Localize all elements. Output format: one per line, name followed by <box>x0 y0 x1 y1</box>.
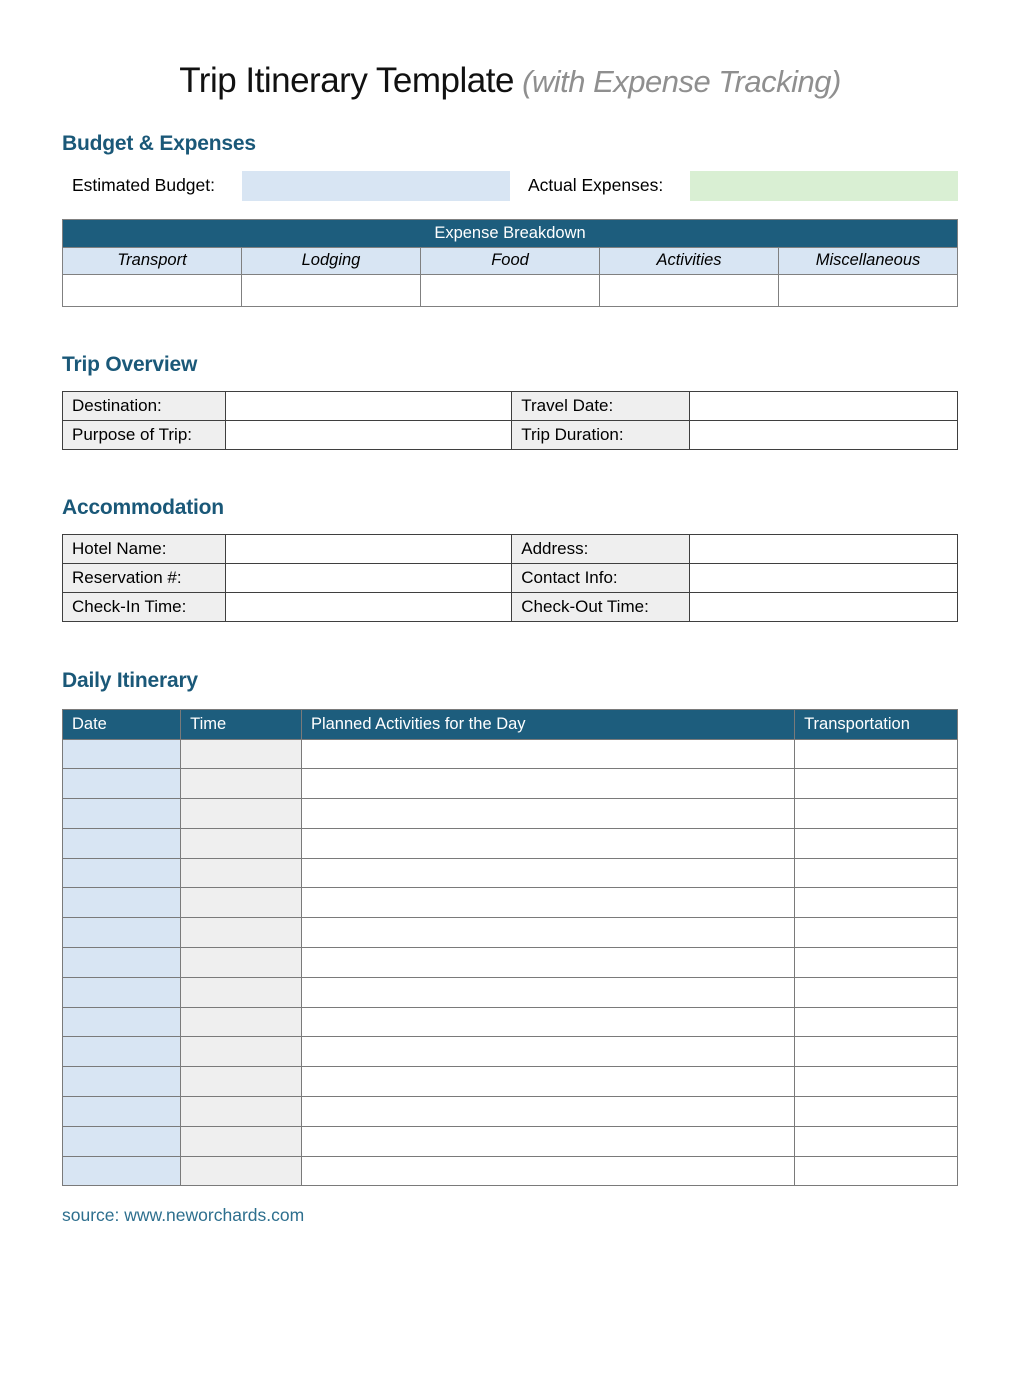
column-header-transportation: Transportation <box>795 709 958 739</box>
itinerary-row <box>63 769 958 799</box>
actual-expenses-field[interactable] <box>690 171 958 201</box>
column-header-activities: Activities <box>600 247 779 274</box>
expense-breakdown-title-row <box>63 219 958 247</box>
itinerary-body <box>63 739 958 1186</box>
itinerary-transportation-cell[interactable] <box>795 948 958 978</box>
daily-itinerary-table <box>62 709 958 1187</box>
itinerary-time-cell[interactable] <box>181 828 302 858</box>
check-in-time-label: Check-In Time: <box>63 592 226 621</box>
itinerary-date-cell[interactable] <box>63 769 181 799</box>
itinerary-time-cell[interactable] <box>181 858 302 888</box>
column-header-planned-activities: Planned Activities for the Day <box>301 709 794 739</box>
itinerary-transportation-cell[interactable] <box>795 977 958 1007</box>
itinerary-time-cell[interactable] <box>181 918 302 948</box>
reservation-number-field[interactable] <box>225 563 511 592</box>
table-row <box>63 534 958 563</box>
itinerary-transportation-cell[interactable] <box>795 1007 958 1037</box>
itinerary-row <box>63 858 958 888</box>
itinerary-transportation-cell[interactable] <box>795 1156 958 1186</box>
itinerary-activities-cell[interactable] <box>301 769 794 799</box>
itinerary-activities-cell[interactable] <box>301 1156 794 1186</box>
column-header-food: Food <box>421 247 600 274</box>
itinerary-date-cell[interactable] <box>63 828 181 858</box>
reservation-number-label: Reservation #: <box>63 563 226 592</box>
table-row <box>63 420 958 449</box>
itinerary-transportation-cell[interactable] <box>795 769 958 799</box>
table-row <box>63 563 958 592</box>
itinerary-activities-cell[interactable] <box>301 977 794 1007</box>
page-title-main: Trip Itinerary Template <box>179 61 514 100</box>
itinerary-row <box>63 918 958 948</box>
column-header-lodging: Lodging <box>242 247 421 274</box>
contact-info-label: Contact Info: <box>512 563 690 592</box>
itinerary-time-cell[interactable] <box>181 799 302 829</box>
destination-field[interactable] <box>225 391 511 420</box>
itinerary-header-row <box>63 709 958 739</box>
activities-value-cell[interactable] <box>600 274 779 306</box>
trip-overview-heading: Trip Overview <box>62 352 198 376</box>
expense-breakdown-title: Expense Breakdown <box>63 219 958 247</box>
itinerary-activities-cell[interactable] <box>301 828 794 858</box>
itinerary-transportation-cell[interactable] <box>795 828 958 858</box>
contact-info-field[interactable] <box>690 563 958 592</box>
itinerary-transportation-cell[interactable] <box>795 1037 958 1067</box>
itinerary-row <box>63 1007 958 1037</box>
hotel-name-label: Hotel Name: <box>63 534 226 563</box>
check-in-time-field[interactable] <box>225 592 511 621</box>
itinerary-time-cell[interactable] <box>181 888 302 918</box>
itinerary-time-cell[interactable] <box>181 1007 302 1037</box>
trip-duration-field[interactable] <box>690 420 958 449</box>
itinerary-activities-cell[interactable] <box>301 1037 794 1067</box>
itinerary-date-cell[interactable] <box>63 739 181 769</box>
page-title-subtitle: (with Expense Tracking) <box>513 64 841 99</box>
food-value-cell[interactable] <box>421 274 600 306</box>
travel-date-label: Travel Date: <box>512 391 690 420</box>
itinerary-activities-cell[interactable] <box>301 799 794 829</box>
itinerary-row <box>63 799 958 829</box>
itinerary-activities-cell[interactable] <box>301 1067 794 1097</box>
transport-value-cell[interactable] <box>63 274 242 306</box>
purpose-of-trip-field[interactable] <box>225 420 511 449</box>
budget-row <box>62 171 958 201</box>
hotel-name-field[interactable] <box>225 534 511 563</box>
itinerary-activities-cell[interactable] <box>301 888 794 918</box>
accommodation-heading: Accommodation <box>62 495 224 519</box>
column-header-date: Date <box>63 709 181 739</box>
itinerary-activities-cell[interactable] <box>301 739 794 769</box>
itinerary-time-cell[interactable] <box>181 739 302 769</box>
trip-duration-label: Trip Duration: <box>512 420 690 449</box>
daily-itinerary-heading: Daily Itinerary <box>62 668 198 692</box>
itinerary-time-cell[interactable] <box>181 1067 302 1097</box>
itinerary-date-cell[interactable] <box>63 948 181 978</box>
itinerary-transportation-cell[interactable] <box>795 888 958 918</box>
itinerary-transportation-cell[interactable] <box>795 1067 958 1097</box>
itinerary-date-cell[interactable] <box>63 1156 181 1186</box>
accommodation-table <box>62 534 958 622</box>
itinerary-row <box>63 1037 958 1067</box>
column-header-miscellaneous: Miscellaneous <box>779 247 958 274</box>
itinerary-activities-cell[interactable] <box>301 858 794 888</box>
page <box>0 62 1020 1226</box>
itinerary-transportation-cell[interactable] <box>795 799 958 829</box>
expense-breakdown-header-row <box>63 247 958 274</box>
itinerary-row <box>63 1156 958 1186</box>
itinerary-row <box>63 1067 958 1097</box>
itinerary-date-cell[interactable] <box>63 1037 181 1067</box>
itinerary-time-cell[interactable] <box>181 1037 302 1067</box>
lodging-value-cell[interactable] <box>242 274 421 306</box>
address-field[interactable] <box>690 534 958 563</box>
itinerary-date-cell[interactable] <box>63 1067 181 1097</box>
itinerary-row <box>63 1097 958 1127</box>
check-out-time-field[interactable] <box>690 592 958 621</box>
purpose-of-trip-label: Purpose of Trip: <box>63 420 226 449</box>
itinerary-row <box>63 977 958 1007</box>
trip-overview-table <box>62 391 958 450</box>
column-header-time: Time <box>181 709 302 739</box>
itinerary-row <box>63 828 958 858</box>
itinerary-time-cell[interactable] <box>181 977 302 1007</box>
itinerary-transportation-cell[interactable] <box>795 1097 958 1127</box>
itinerary-date-cell[interactable] <box>63 799 181 829</box>
check-out-time-label: Check-Out Time: <box>512 592 690 621</box>
destination-label: Destination: <box>63 391 226 420</box>
travel-date-field[interactable] <box>690 391 958 420</box>
column-header-transport: Transport <box>63 247 242 274</box>
itinerary-row <box>63 1126 958 1156</box>
budget-section-heading: Budget & Expenses <box>62 131 256 155</box>
itinerary-date-cell[interactable] <box>63 918 181 948</box>
itinerary-transportation-cell[interactable] <box>795 918 958 948</box>
itinerary-time-cell[interactable] <box>181 1126 302 1156</box>
estimated-budget-field[interactable] <box>242 171 510 201</box>
itinerary-time-cell[interactable] <box>181 1156 302 1186</box>
itinerary-date-cell[interactable] <box>63 1097 181 1127</box>
itinerary-activities-cell[interactable] <box>301 948 794 978</box>
itinerary-row <box>63 948 958 978</box>
itinerary-transportation-cell[interactable] <box>795 858 958 888</box>
itinerary-date-cell[interactable] <box>63 977 181 1007</box>
itinerary-time-cell[interactable] <box>181 948 302 978</box>
expense-breakdown-value-row <box>63 274 958 306</box>
itinerary-time-cell[interactable] <box>181 769 302 799</box>
itinerary-activities-cell[interactable] <box>301 1007 794 1037</box>
itinerary-date-cell[interactable] <box>63 888 181 918</box>
miscellaneous-value-cell[interactable] <box>779 274 958 306</box>
itinerary-row <box>63 739 958 769</box>
itinerary-activities-cell[interactable] <box>301 1126 794 1156</box>
itinerary-transportation-cell[interactable] <box>795 739 958 769</box>
itinerary-date-cell[interactable] <box>63 858 181 888</box>
page-title <box>62 62 958 101</box>
source-attribution: source: www.neworchards.com <box>62 1205 305 1226</box>
table-row <box>63 592 958 621</box>
itinerary-row <box>63 888 958 918</box>
itinerary-date-cell[interactable] <box>63 1126 181 1156</box>
table-row <box>63 391 958 420</box>
itinerary-date-cell[interactable] <box>63 1007 181 1037</box>
actual-expenses-label: Actual Expenses: <box>528 175 664 195</box>
estimated-budget-label: Estimated Budget: <box>72 175 215 195</box>
itinerary-time-cell[interactable] <box>181 1097 302 1127</box>
itinerary-activities-cell[interactable] <box>301 918 794 948</box>
address-label: Address: <box>512 534 690 563</box>
itinerary-activities-cell[interactable] <box>301 1097 794 1127</box>
expense-breakdown-table <box>62 219 958 307</box>
itinerary-transportation-cell[interactable] <box>795 1126 958 1156</box>
